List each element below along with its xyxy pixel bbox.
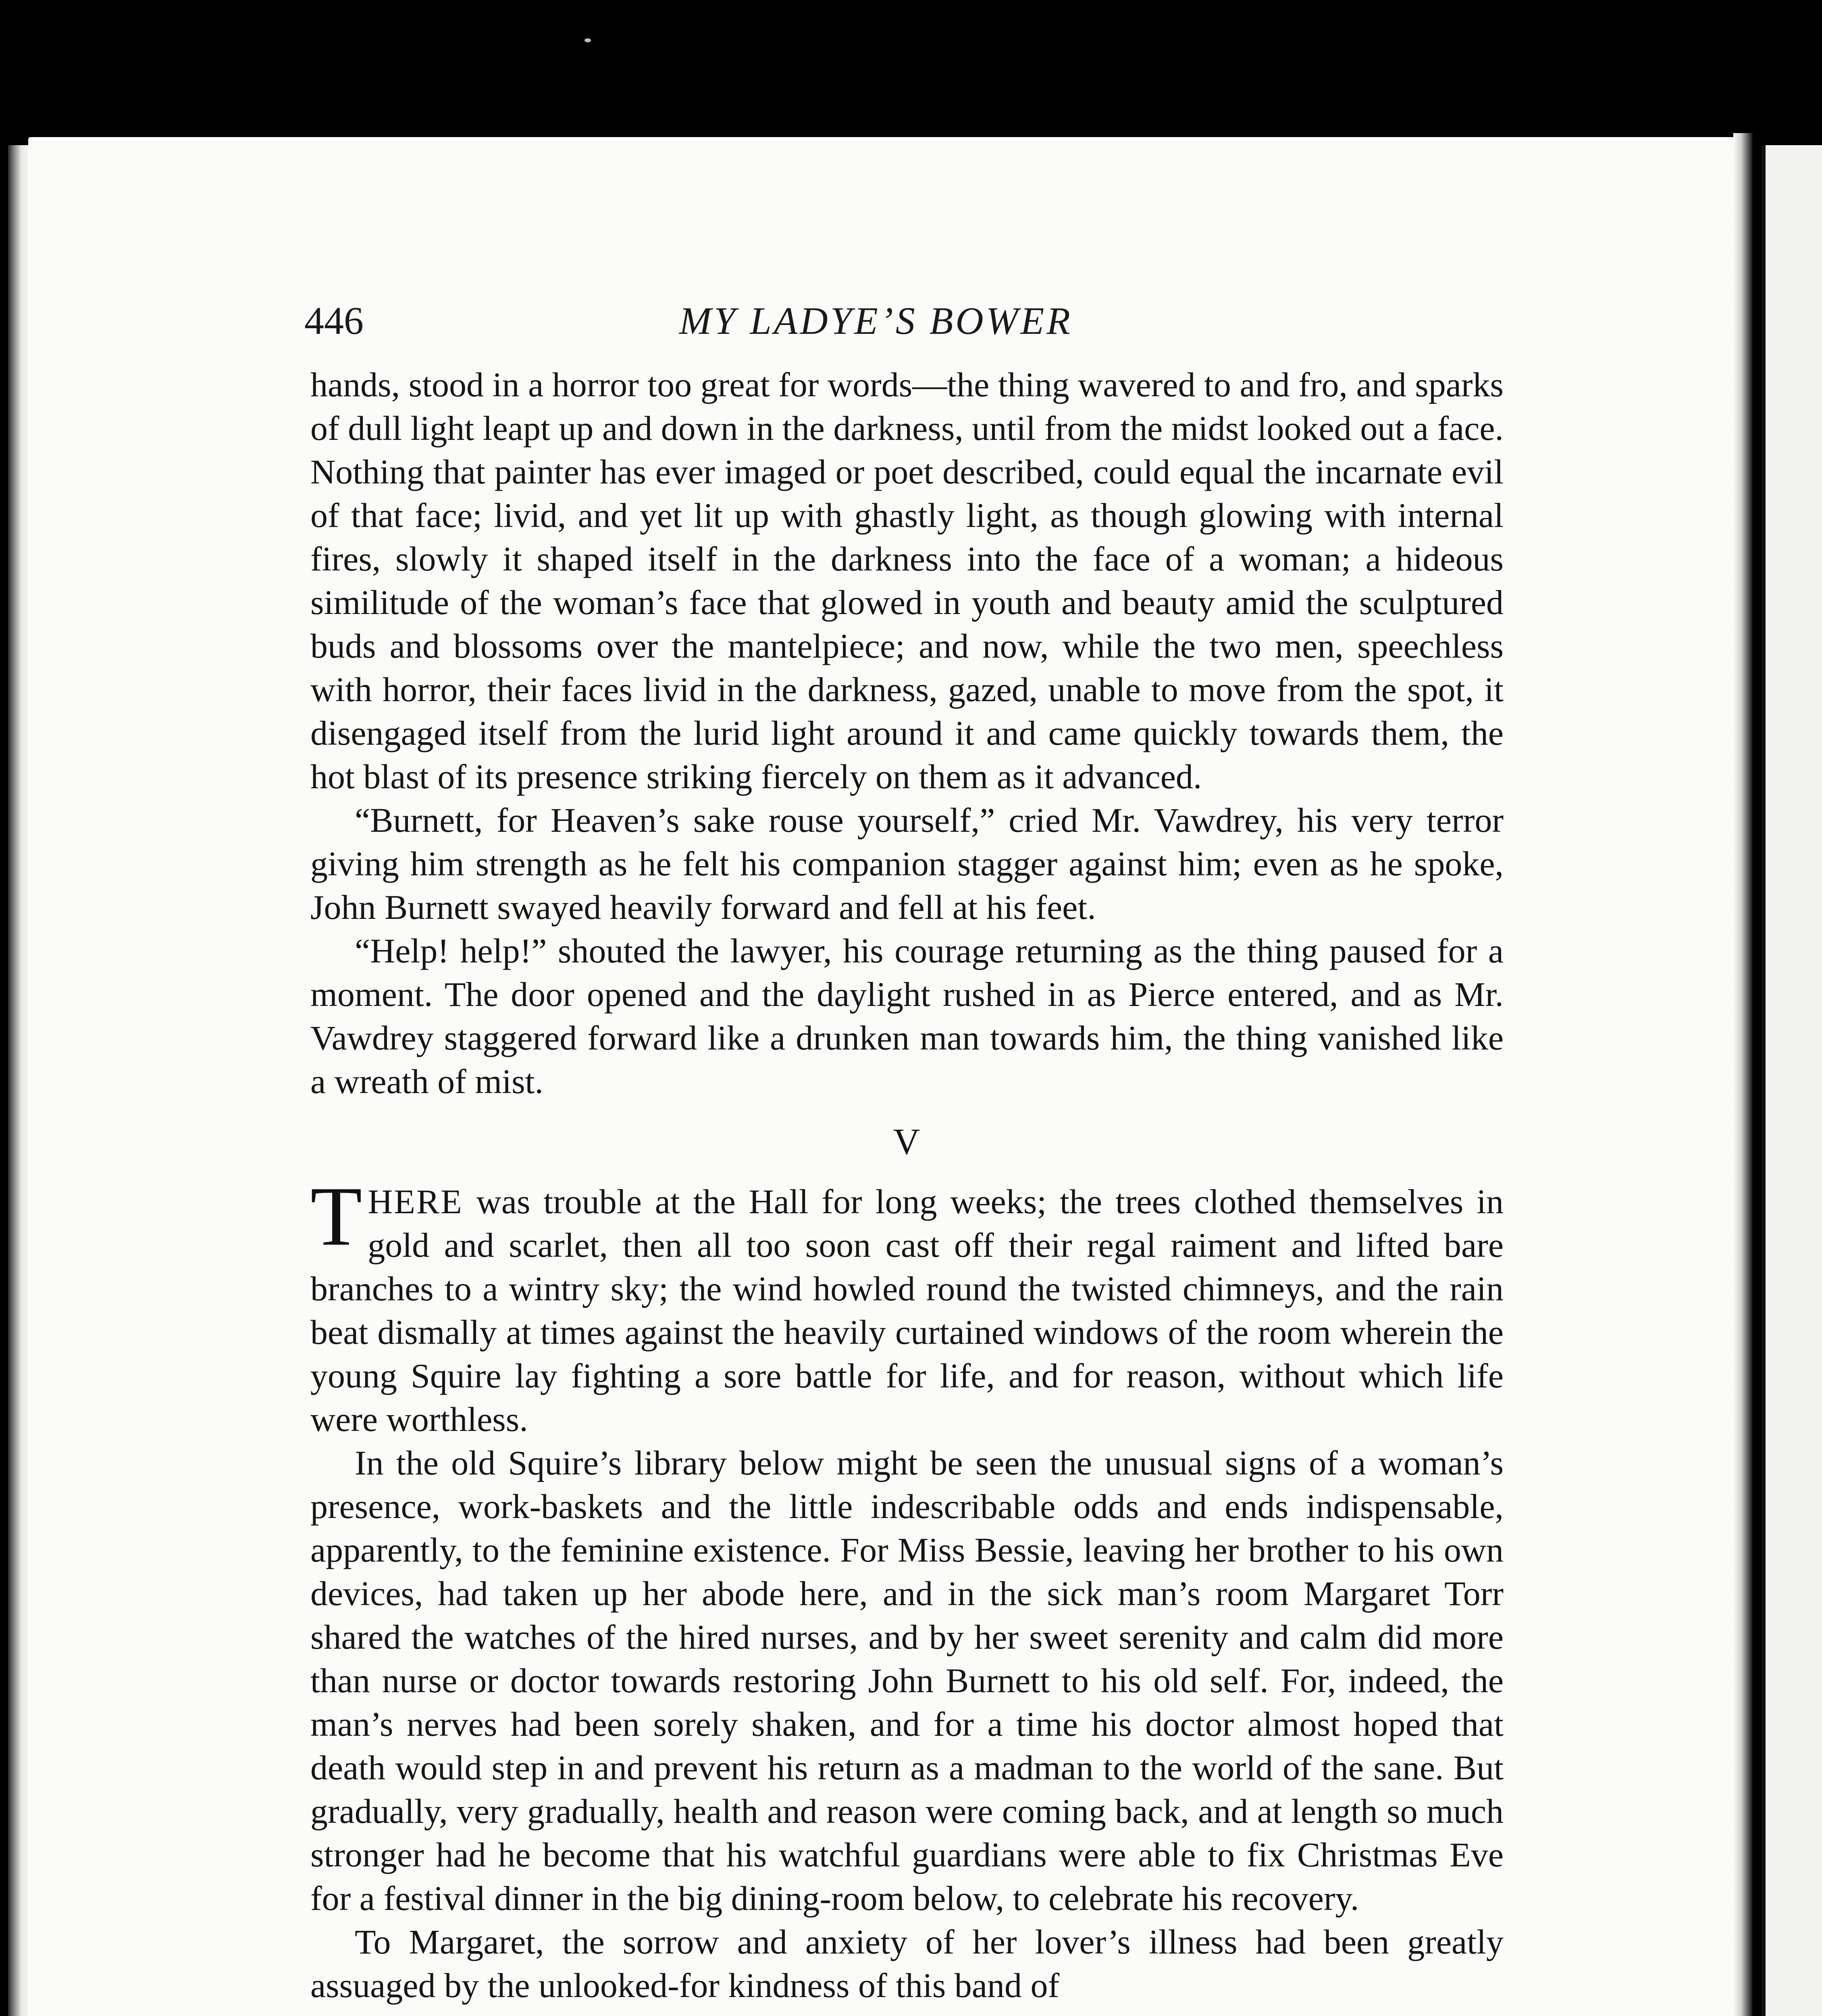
page-number: 446 [304, 299, 364, 343]
small-caps-opening: HERE [368, 1182, 463, 1221]
body-text [310, 363, 1504, 2007]
drop-cap: T [310, 1170, 362, 1263]
running-title: MY LADYE’S BOWER [679, 299, 1073, 342]
paragraph-4-text: was trouble at the Hall for long weeks; the trees clothed themselves in gold and scarlet, then all too soon cast off their regal raiment and lifted bare branches to a wintry sky; the wind howled round the twisted chimneys, and the rain beat dismally at times against the heavily curtained windows of the room wherein the young Squire lay fighting a sore battle for life, and for reason, without which life were worthless. [310, 1182, 1504, 1439]
facing-page-edge [1762, 145, 1822, 2016]
paragraph-4 [310, 1170, 1504, 1441]
paragraph-6: To Margaret, the sorrow and anxiety of her lover’s illness had been greatly assuaged by the unlooked-for kindness of this band of [310, 1922, 1504, 2005]
paragraph-3: “Help! help!” shouted the lawyer, his courage returning as the thing paused for a moment. The door opened and the daylight rushed in as Pierce entered, and as Mr. Vawdrey staggered forward like a drunken man towards him, the thing vanished like a wreath of mist. [310, 931, 1504, 1101]
section-heading: V [893, 1121, 921, 1162]
page-header [304, 298, 1514, 347]
scan-speck [584, 38, 591, 42]
page-edge-right [1733, 133, 1753, 2016]
paragraph-1: hands, stood in a horror too great for words—the thing wavered to and fro, and sparks of dull light leapt up and down in the darkness, until from the midst looked out a face. Nothing that painter has ever imaged or poet described, could equal the incarnate evil of that face; livid, and yet lit up with ghastly light, as though glowing with internal fires, slowly it shaped itself in the darkness into the face of a woman; a hideous similitude of the woman’s face that glowed in youth and beauty amid the sculptured buds and blossoms over the mantelpiece; and now, while the two men, speechless with horror, their faces livid in the darkness, gazed, unable to move from the spot, it disengaged itself from the lurid light around it and came quickly towards them, the hot blast of its presence striking fiercely on them as it advanced. [310, 365, 1504, 796]
paragraph-2: “Burnett, for Heaven’s sake rouse yourself,” cried Mr. Vawdrey, his very terror giving him strength as he felt his companion stagger against him; even as he spoke, John Burnett swayed heavily forward and fell at his feet. [310, 801, 1504, 927]
paragraph-5: In the old Squire’s library below might be seen the unusual signs of a woman’s presence, work-baskets and the little indescribable odds and ends indispensable, apparently, to the feminine existence. For Miss Bessie, leaving her brother to his own devices, had taken up her abode here, and in the sick man’s room Margaret Torr shared the watches of the hired nurses, and by her sweet serenity and calm did more than nurse or doctor towards restoring John Burnett to his old self. For, indeed, the man’s nerves had been sorely shaken, and for a time his doctor almost hoped that death would step in and prevent his return as a madman to the world of the sane. But gradually, very gradually, health and reason were coming back, and at length so much stronger had he become that his watchful guardians were able to fix Christmas Eve for a festival dinner in the big dining-room below, to celebrate his recovery. [310, 1443, 1504, 1918]
